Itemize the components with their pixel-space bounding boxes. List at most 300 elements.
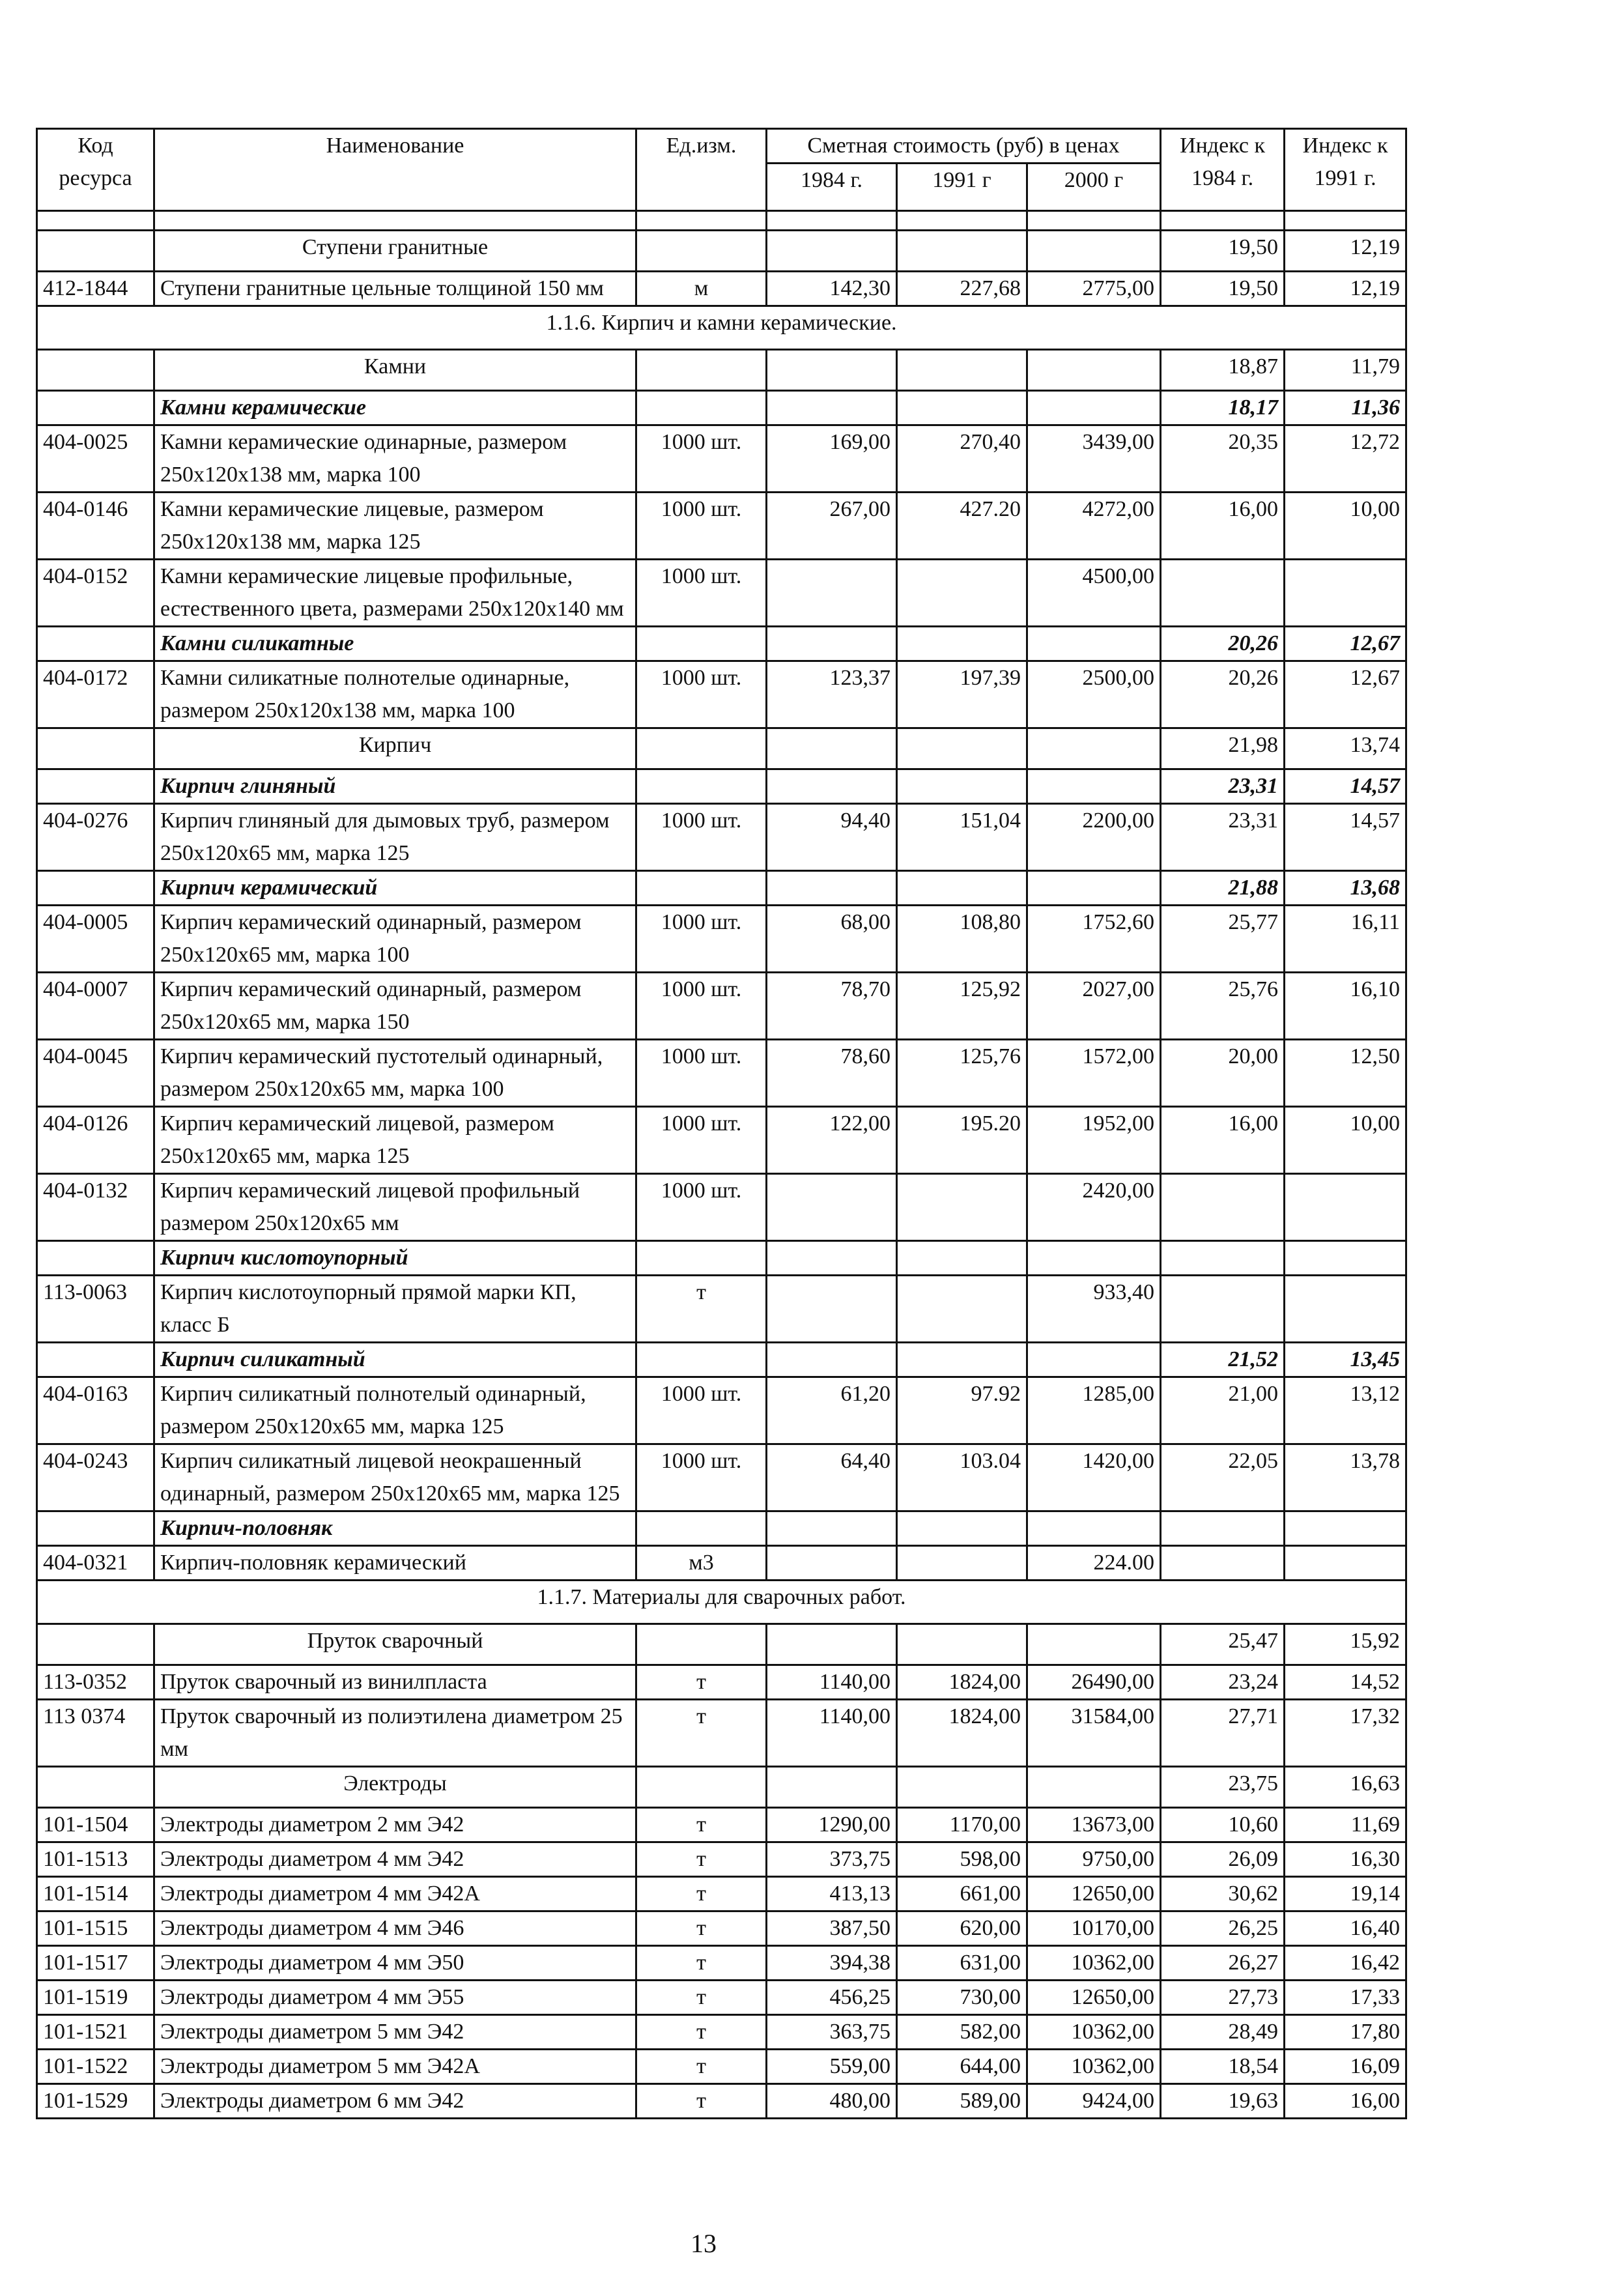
row-index-1991: 10,00 [1285,1107,1406,1174]
row-index-1984: 20,00 [1161,1040,1285,1107]
row-price-1984: 480,00 [767,2084,897,2119]
group-row [37,231,1406,272]
row-unit: т [636,2015,767,2050]
row-price-2000: 26490,00 [1027,1665,1161,1700]
subgroup-row [37,391,1406,425]
subgroup-index-1991: 12,67 [1285,627,1406,661]
row-name: Кирпич керамический лицевой, размером 250х120х65 мм, марка 125 [154,1107,636,1174]
row-code: 101-1519 [37,1981,154,2015]
row-price-2000: 224.00 [1027,1546,1161,1581]
header-name: Наименование [154,129,636,211]
subgroup-index-1984: 20,26 [1161,627,1285,661]
header-index-1991: Индекс к 1991 г. [1285,129,1406,211]
row-price-1984: 78,70 [767,973,897,1040]
row-price-1984: 61,20 [767,1377,897,1444]
row-price-1991: 97.92 [897,1377,1027,1444]
row-unit: т [636,1946,767,1981]
table-row [37,1842,1406,1877]
header-year-1991: 1991 г [897,164,1027,211]
subgroup-row [37,1241,1406,1276]
table-row [37,906,1406,973]
row-price-1991: 582,00 [897,2015,1027,2050]
row-index-1991: 16,10 [1285,973,1406,1040]
row-index-1984: 19,63 [1161,2084,1285,2119]
row-price-2000: 13673,00 [1027,1808,1161,1842]
row-price-2000: 2420,00 [1027,1174,1161,1241]
row-name: Кирпич керамический пустотелый одинарный, размером 250х120х65 мм, марка 100 [154,1040,636,1107]
row-price-1984: 94,40 [767,804,897,871]
table-header-row [37,129,1406,164]
group-name: Электроды [154,1767,636,1808]
row-price-2000: 2200,00 [1027,804,1161,871]
group-index-1984: 21,98 [1161,728,1285,769]
row-unit: 1000 шт. [636,1107,767,1174]
row-code: 404-0007 [37,973,154,1040]
table-row [37,2084,1406,2119]
row-name: Кирпич глиняный для дымовых труб, размером 250х120х65 мм, марка 125 [154,804,636,871]
row-price-2000: 10362,00 [1027,1946,1161,1981]
subgroup-index-1984: 21,88 [1161,871,1285,906]
row-code: 412-1844 [37,272,154,306]
price-table-page [36,128,1405,2119]
group-row [37,728,1406,769]
row-code: 404-0146 [37,493,154,560]
row-unit: т [636,1911,767,1946]
table-row [37,425,1406,493]
row-code: 404-0005 [37,906,154,973]
row-index-1984: 23,24 [1161,1665,1285,1700]
row-price-1991: 598,00 [897,1842,1027,1877]
table-row [37,1808,1406,1842]
row-code: 404-0172 [37,661,154,728]
table-row [37,973,1406,1040]
row-price-1984: 1140,00 [767,1665,897,1700]
row-index-1991: 16,40 [1285,1911,1406,1946]
group-name: Кирпич [154,728,636,769]
row-unit: т [636,2050,767,2084]
row-index-1991: 12,72 [1285,425,1406,493]
row-index-1991: 16,00 [1285,2084,1406,2119]
subgroup-row [37,1511,1406,1546]
row-price-2000: 2500,00 [1027,661,1161,728]
subgroup-name: Кирпич кислотоупорный [154,1241,636,1276]
row-unit: т [636,1808,767,1842]
row-name: Электроды диаметром 5 мм Э42 [154,2015,636,2050]
subgroup-index-1984 [1161,1241,1285,1276]
row-name: Пруток сварочный из винилпласта [154,1665,636,1700]
row-price-2000: 9750,00 [1027,1842,1161,1877]
table-row [37,804,1406,871]
group-index-1984: 19,50 [1161,231,1285,272]
row-index-1984: 28,49 [1161,2015,1285,2050]
subgroup-name: Кирпич-половняк [154,1511,636,1546]
row-price-1991: 661,00 [897,1877,1027,1911]
row-code: 404-0045 [37,1040,154,1107]
row-index-1984 [1161,1276,1285,1343]
subgroup-name: Камни силикатные [154,627,636,661]
row-unit: 1000 шт. [636,973,767,1040]
row-unit: т [636,1700,767,1767]
row-price-2000: 1752,60 [1027,906,1161,973]
row-price-2000: 933,40 [1027,1276,1161,1343]
row-index-1991: 13,78 [1285,1444,1406,1511]
row-unit: 1000 шт. [636,425,767,493]
row-code: 404-0276 [37,804,154,871]
row-index-1984 [1161,560,1285,627]
row-index-1984: 20,35 [1161,425,1285,493]
subgroup-row [37,627,1406,661]
row-price-1984 [767,1276,897,1343]
row-price-1991 [897,560,1027,627]
table-row [37,1276,1406,1343]
row-price-1991: 631,00 [897,1946,1027,1981]
row-index-1991 [1285,1174,1406,1241]
row-unit: 1000 шт. [636,493,767,560]
row-index-1991 [1285,1276,1406,1343]
row-price-1991: 151,04 [897,804,1027,871]
row-price-1991 [897,1546,1027,1581]
subgroup-index-1991: 14,57 [1285,769,1406,804]
row-price-1984: 64,40 [767,1444,897,1511]
row-code: 404-0025 [37,425,154,493]
table-row [37,1877,1406,1911]
header-index-1984: Индекс к 1984 г. [1161,129,1285,211]
row-index-1991: 10,00 [1285,493,1406,560]
row-index-1984: 22,05 [1161,1444,1285,1511]
subgroup-index-1984 [1161,1511,1285,1546]
row-index-1991: 16,09 [1285,2050,1406,2084]
row-unit: т [636,1842,767,1877]
section-title: 1.1.6. Кирпич и камни керамические. [37,306,1406,350]
header-year-2000: 2000 г [1027,164,1161,211]
table-row [37,2050,1406,2084]
subgroup-index-1991: 13,68 [1285,871,1406,906]
row-price-1984: 559,00 [767,2050,897,2084]
group-row [37,1624,1406,1665]
group-row [37,1767,1406,1808]
row-price-1991: 125,76 [897,1040,1027,1107]
subgroup-name: Кирпич силикатный [154,1343,636,1377]
row-code: 101-1529 [37,2084,154,2119]
group-index-1991: 12,19 [1285,231,1406,272]
row-price-2000: 1572,00 [1027,1040,1161,1107]
row-price-1984: 122,00 [767,1107,897,1174]
row-unit: т [636,1665,767,1700]
row-name: Электроды диаметром 5 мм Э42А [154,2050,636,2084]
row-price-1984 [767,1546,897,1581]
row-price-1984: 68,00 [767,906,897,973]
table-row [37,493,1406,560]
row-code: 113 0374 [37,1700,154,1767]
row-code: 101-1521 [37,2015,154,2050]
row-price-1991: 125,92 [897,973,1027,1040]
spacer-row [37,211,1406,231]
row-price-1991: 270,40 [897,425,1027,493]
row-index-1991: 12,50 [1285,1040,1406,1107]
row-price-2000: 4272,00 [1027,493,1161,560]
row-price-2000: 3439,00 [1027,425,1161,493]
row-index-1991: 16,42 [1285,1946,1406,1981]
row-unit: 1000 шт. [636,1377,767,1444]
row-index-1991: 14,52 [1285,1665,1406,1700]
section-row [37,1581,1406,1624]
row-price-1991 [897,1276,1027,1343]
subgroup-index-1991 [1285,1511,1406,1546]
table-row [37,1665,1406,1700]
row-code: 404-0243 [37,1444,154,1511]
row-price-1984: 363,75 [767,2015,897,2050]
table-row [37,560,1406,627]
row-price-1991 [897,1174,1027,1241]
row-index-1984: 26,25 [1161,1911,1285,1946]
row-price-1984: 1140,00 [767,1700,897,1767]
table-row [37,1444,1406,1511]
row-index-1984: 21,00 [1161,1377,1285,1444]
row-code: 404-0132 [37,1174,154,1241]
table-row [37,1377,1406,1444]
row-name: Кирпич керамический одинарный, размером 250х120х65 мм, марка 150 [154,973,636,1040]
row-price-2000: 1952,00 [1027,1107,1161,1174]
group-index-1991: 13,74 [1285,728,1406,769]
subgroup-name: Камни керамические [154,391,636,425]
row-index-1984 [1161,1174,1285,1241]
row-index-1991: 17,80 [1285,2015,1406,2050]
row-index-1984: 10,60 [1161,1808,1285,1842]
row-name: Кирпич-половняк керамический [154,1546,636,1581]
group-index-1991: 15,92 [1285,1624,1406,1665]
row-name: Камни керамические лицевые профильные, естественного цвета, размерами 250х120х140 мм [154,560,636,627]
row-code: 404-0152 [37,560,154,627]
row-index-1991: 17,33 [1285,1981,1406,2015]
row-name: Электроды диаметром 2 мм Э42 [154,1808,636,1842]
row-price-1991: 1824,00 [897,1700,1027,1767]
row-price-2000: 12650,00 [1027,1981,1161,2015]
group-index-1991: 11,79 [1285,350,1406,391]
subgroup-name: Кирпич глиняный [154,769,636,804]
row-code: 113-0063 [37,1276,154,1343]
table-row [37,661,1406,728]
subgroup-index-1984: 18,17 [1161,391,1285,425]
subgroup-row [37,1343,1406,1377]
group-index-1991: 16,63 [1285,1767,1406,1808]
row-index-1984: 16,00 [1161,1107,1285,1174]
row-index-1991: 12,67 [1285,661,1406,728]
row-price-1984: 267,00 [767,493,897,560]
header-code: Код ресурса [37,129,154,211]
row-price-1984: 1290,00 [767,1808,897,1842]
row-code: 404-0126 [37,1107,154,1174]
table-row [37,1174,1406,1241]
price-table [36,128,1407,2119]
row-index-1984: 25,77 [1161,906,1285,973]
row-index-1984: 26,27 [1161,1946,1285,1981]
row-price-2000: 2775,00 [1027,272,1161,306]
row-name: Кирпич керамический лицевой профильный размером 250х120х65 мм [154,1174,636,1241]
group-index-1984: 25,47 [1161,1624,1285,1665]
row-price-2000: 10170,00 [1027,1911,1161,1946]
row-price-1984: 456,25 [767,1981,897,2015]
row-name: Камни силикатные полнотелые одинарные, размером 250х120х138 мм, марка 100 [154,661,636,728]
table-row [37,1946,1406,1981]
row-price-2000: 1420,00 [1027,1444,1161,1511]
subgroup-name: Кирпич керамический [154,871,636,906]
row-unit: м3 [636,1546,767,1581]
row-price-1984: 387,50 [767,1911,897,1946]
row-code: 101-1515 [37,1911,154,1946]
row-price-2000: 12650,00 [1027,1877,1161,1911]
row-code: 101-1504 [37,1808,154,1842]
row-index-1984: 27,71 [1161,1700,1285,1767]
row-unit: 1000 шт. [636,560,767,627]
row-index-1984: 18,54 [1161,2050,1285,2084]
row-code: 101-1514 [37,1877,154,1911]
group-row [37,350,1406,391]
row-unit: м [636,272,767,306]
section-title: 1.1.7. Материалы для сварочных работ. [37,1581,1406,1624]
row-price-1991: 195.20 [897,1107,1027,1174]
row-name: Кирпич силикатный полнотелый одинарный, размером 250х120х65 мм, марка 125 [154,1377,636,1444]
row-unit: т [636,1981,767,2015]
row-price-1991: 227,68 [897,272,1027,306]
group-index-1984: 23,75 [1161,1767,1285,1808]
page-number: 13 [691,2229,717,2258]
subgroup-index-1991 [1285,1241,1406,1276]
row-price-1984: 142,30 [767,272,897,306]
row-index-1991: 19,14 [1285,1877,1406,1911]
row-name: Кирпич керамический одинарный, размером 250х120х65 мм, марка 100 [154,906,636,973]
row-code: 101-1513 [37,1842,154,1877]
row-unit: т [636,1276,767,1343]
table-row [37,1546,1406,1581]
row-price-1984: 78,60 [767,1040,897,1107]
table-row [37,1040,1406,1107]
subgroup-row [37,871,1406,906]
row-price-2000: 9424,00 [1027,2084,1161,2119]
row-price-1991: 589,00 [897,2084,1027,2119]
row-price-1991: 730,00 [897,1981,1027,2015]
row-code: 101-1517 [37,1946,154,1981]
header-cost-group: Сметная стоимость (руб) в ценах [767,129,1161,164]
row-unit: т [636,1877,767,1911]
group-name: Ступени гранитные [154,231,636,272]
row-index-1984: 19,50 [1161,272,1285,306]
row-price-1991: 197,39 [897,661,1027,728]
row-price-2000: 2027,00 [1027,973,1161,1040]
row-price-1991: 108,80 [897,906,1027,973]
table-row [37,1107,1406,1174]
row-price-1984: 169,00 [767,425,897,493]
row-price-2000: 1285,00 [1027,1377,1161,1444]
row-code: 404-0163 [37,1377,154,1444]
row-unit: 1000 шт. [636,804,767,871]
row-name: Ступени гранитные цельные толщиной 150 мм [154,272,636,306]
row-price-1984: 394,38 [767,1946,897,1981]
row-name: Электроды диаметром 6 мм Э42 [154,2084,636,2119]
subgroup-row [37,769,1406,804]
row-price-1991: 620,00 [897,1911,1027,1946]
row-index-1991: 16,30 [1285,1842,1406,1877]
row-index-1991 [1285,560,1406,627]
row-price-1991: 644,00 [897,2050,1027,2084]
table-row [37,1700,1406,1767]
subgroup-index-1984: 21,52 [1161,1343,1285,1377]
header-year-1984: 1984 г. [767,164,897,211]
row-index-1984: 30,62 [1161,1877,1285,1911]
row-name: Электроды диаметром 4 мм Э50 [154,1946,636,1981]
group-index-1984: 18,87 [1161,350,1285,391]
row-index-1991: 17,32 [1285,1700,1406,1767]
row-name: Камни керамические лицевые, размером 250х120х138 мм, марка 125 [154,493,636,560]
row-price-2000: 31584,00 [1027,1700,1161,1767]
header-unit: Ед.изм. [636,129,767,211]
row-index-1984: 20,26 [1161,661,1285,728]
row-name: Электроды диаметром 4 мм Э42А [154,1877,636,1911]
row-price-1991: 103.04 [897,1444,1027,1511]
group-name: Камни [154,350,636,391]
row-index-1984: 16,00 [1161,493,1285,560]
row-unit: 1000 шт. [636,1444,767,1511]
row-price-1984 [767,1174,897,1241]
row-name: Электроды диаметром 4 мм Э55 [154,1981,636,2015]
row-unit: 1000 шт. [636,661,767,728]
row-name: Кирпич кислотоупорный прямой марки КП, класс Б [154,1276,636,1343]
row-unit: 1000 шт. [636,1040,767,1107]
row-name: Камни керамические одинарные, размером 250х120х138 мм, марка 100 [154,425,636,493]
row-price-1984 [767,560,897,627]
subgroup-index-1984: 23,31 [1161,769,1285,804]
row-unit: 1000 шт. [636,1174,767,1241]
table-row [37,272,1406,306]
table-row [37,2015,1406,2050]
table-row [37,1911,1406,1946]
subgroup-index-1991: 13,45 [1285,1343,1406,1377]
row-index-1991: 13,12 [1285,1377,1406,1444]
row-index-1991 [1285,1546,1406,1581]
row-price-2000: 10362,00 [1027,2015,1161,2050]
row-index-1984: 25,76 [1161,973,1285,1040]
section-row [37,306,1406,350]
row-code: 101-1522 [37,2050,154,2084]
row-index-1984: 26,09 [1161,1842,1285,1877]
group-name: Пруток сварочный [154,1624,636,1665]
row-price-1984: 373,75 [767,1842,897,1877]
row-code: 404-0321 [37,1546,154,1581]
row-index-1984 [1161,1546,1285,1581]
subgroup-index-1991: 11,36 [1285,391,1406,425]
row-index-1991: 14,57 [1285,804,1406,871]
row-index-1991: 16,11 [1285,906,1406,973]
row-price-1984: 123,37 [767,661,897,728]
row-index-1984: 23,31 [1161,804,1285,871]
row-price-1991: 427.20 [897,493,1027,560]
row-price-1984: 413,13 [767,1877,897,1911]
row-name: Электроды диаметром 4 мм Э42 [154,1842,636,1877]
row-price-1991: 1824,00 [897,1665,1027,1700]
row-index-1984: 27,73 [1161,1981,1285,2015]
row-price-2000: 10362,00 [1027,2050,1161,2084]
row-index-1991: 12,19 [1285,272,1406,306]
row-unit: т [636,2084,767,2119]
row-name: Кирпич силикатный лицевой неокрашенный одинарный, размером 250х120х65 мм, марка 125 [154,1444,636,1511]
row-code: 113-0352 [37,1665,154,1700]
row-unit: 1000 шт. [636,906,767,973]
row-price-2000: 4500,00 [1027,560,1161,627]
row-price-1991: 1170,00 [897,1808,1027,1842]
table-row [37,1981,1406,2015]
row-name: Пруток сварочный из полиэтилена диаметром 25 мм [154,1700,636,1767]
row-name: Электроды диаметром 4 мм Э46 [154,1911,636,1946]
row-index-1991: 11,69 [1285,1808,1406,1842]
